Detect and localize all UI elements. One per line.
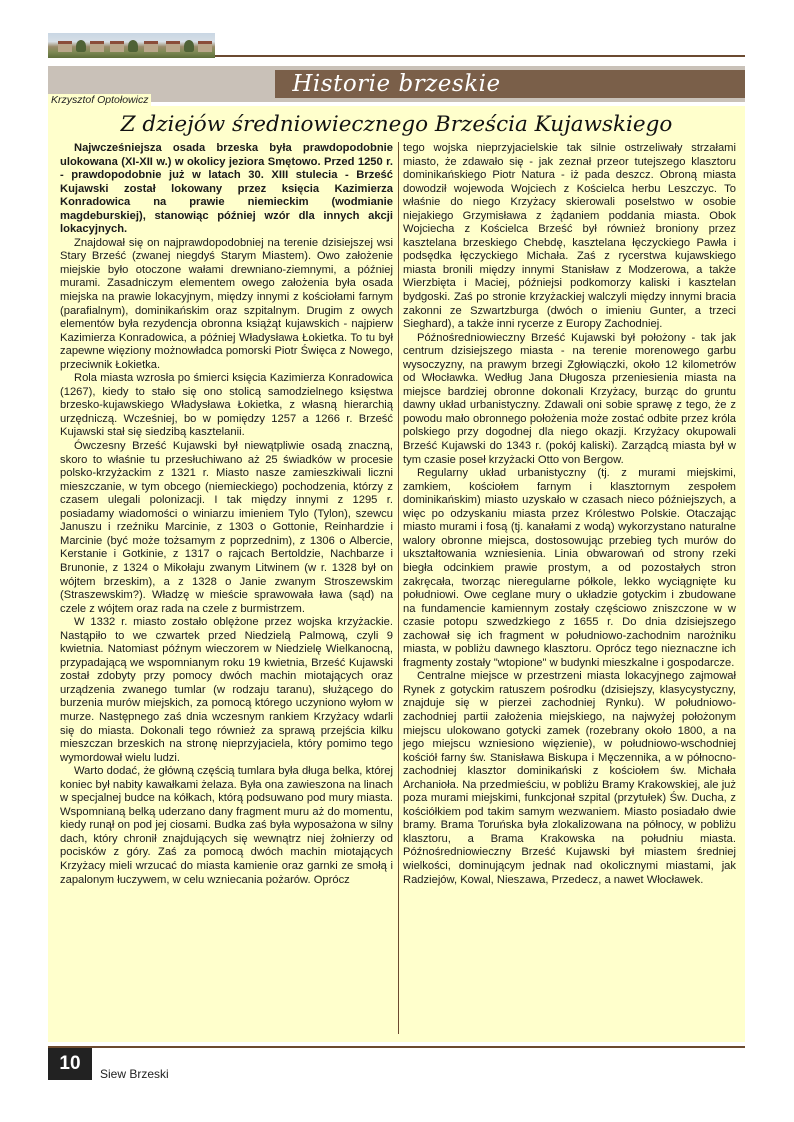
magazine-name: Siew Brzeski — [100, 1067, 169, 1081]
paragraph: Ówczesny Brześć Kujawski był niewątpliwie osadą znaczną, skoro to właśnie tu przesłuchiwano aż 25 świadków w procesie polsko-krzyżackim z 1321 r. Miasto nasze zamieszkiwali liczni mieszczanie, w tym obcego (niemieckiego) pochodzenia, którzy z czasem ulegali polonizacji. I tak między innymi z 1295 r. posiadamy wiadomości o winiarzu imieniem Tylo (Tylon), szewcu Januszu i rzeźniku Marcinie, z 1303 o Gottonie, Reinhardzie i Marcinie (być może tożsamym z poprzednim), z 1306 o Albercie, Kerstanie i Gotkinie, z 1317 o rajcach Bertoldzie, Nachbarze i Brunonie, z 1324 o Mikołaju zwanym Litwinem (w r. 1328 był on wójtem brzeskim), a z 1328 o Janie zwanym Stroszewskim (Straszewskim?). Władzę w mieście sprawowała ława (sąd) na czele z wójtem oraz rada na czele z burmistrzem. — [60, 440, 393, 615]
paragraph: tego wojska nieprzyjacielskie tak silnie ostrzeliwały strzałami miasto, że zdawało się - jak zeznał przeor tutejszego klasztoru dominikańskiego Piotr Natura - iż pada deszcz. Obroną miasta dowodził wojewoda Wojciech z Kościelca herbu Leszczyc. To właśnie do niego Krzyżacy skierowali poselstwo w osobie niejakiego Grzymisława z żądaniem poddania miasta. Obok Wojciecha z Kościelca Brześć był również broniony przez kasztelana brzeskiego Chebdę, kasztelana łęczyckiego Pawła i podsędka łęczyckiego Michała. Zaś z rycerstwa kujawskiego miasta bronili między innymi Stanisław z Modzerowa, a także Wierzbięta i Maciej, późniejsi podkomorzy kaliski i kasztelan bydgoski. Zaś po stronie krzyżackiej walczyli między innymi bracia zakonni ze Szwartzburga (dwóch o imieniu Gunter, a trzeci Sieghard), a także inni rycerze z Europy Zachodniej. — [403, 142, 736, 331]
header-photo — [48, 33, 215, 58]
paragraph: W 1332 r. miasto zostało oblężone przez wojska krzyżackie. Nastąpiło to we czwartek przed Niedzielą Palmową, czyli 9 kwietnia. Natomiast późnym wieczorem w Niedzielę Wielkanocną, przypadającą we wspomnianym roku 19 kwietnia, Brześć Kujawski został zdobyty przy pomocy dwóch machin miotających oraz urządzenia zwanego tumlar (w rodzaju taranu), służącego do burzenia murów miejskich, za pomocą którego uczyniono wyłom w murze. Następnego zaś dnia wczesnym rankiem Krzyżacy wdarli się do miasta. Dokonali tego również za sprawą przejścia kilku mieszczan brzeskich na stronę nieprzyjaciela, który pomimo tego wymordował wielu ludzi. — [60, 616, 393, 764]
paragraph: Centralne miejsce w przestrzeni miasta lokacyjnego zajmował Rynek z gotyckim ratuszem pośrodku (dzisiejszy, klasycystyczny, znajduje się w pierzei zachodniej Rynku). W południowo-zachodniej partii założenia miejskiego, na najwyżej położonym miejscu ulokowano gotycki zamek (rozebrany około 1800, a na jego miejscu wzniesiono więzienie), w południowo-wschodniej kościół farny św. Stanisława Biskupa i Męczennika, a w północno-zachodniej klasztor dominikański z kościołem św. Michała Archanioła. Na przedmieściu, w pobliżu Bramy Krakowskiej, ale już poza murami miejskimi, funkcjonał szpital (przytułek) Św. Ducha, z kościółkiem pod takim samym wezwaniem. Miasto posiadało dwie bramy. Brama Toruńska była zlokalizowana na północy, w pobliżu klasztoru, a Brama Krakowska na południu miasta. Późnośredniowieczny Brześć Kujawski był miastem średniej wielkości, dominującym jednak nad okolicznymi miastami, jak Radziejów, Kowal, Nieszawa, Przedecz, a nawet Włocławek. — [403, 670, 736, 886]
author-byline: Krzysztof Optołowicz — [48, 94, 151, 107]
lead-paragraph: Najwcześniejsza osada brzeska była prawdopodobnie ulokowana (XI-XII w.) w okolicy jeziora Smętowo. Przed 1250 r. - prawdopodobnie już w latach 30. XIII stulecia - Brześć Kujawski został lokowany przez księcia Kazimierza Konradowica na prawie niemieckim (wodmianie magdeburskiej), stanowiąc później wzór dla innych akcji lokacyjnych. — [60, 142, 393, 236]
paragraph: Rola miasta wzrosła po śmierci księcia Kazimierza Konradowica (1267), kiedy to stało się ono stolicą samodzielnego księstwa brzesko-kujawskiego Władysława Łokietka, z własną hierarchią urzędniczą. Wcześniej, bo w pomiędzy 1257 a 1266 r. Brześć Kujawski stał się siedzibą kasztelanii. — [60, 372, 393, 439]
top-rule — [215, 55, 745, 57]
paragraph: Znajdował się on najprawdopodobniej na terenie dzisiejszej wsi Stary Brześć (zwanej niegdyś Starym Miastem). Owo założenie miejskie było otoczone wałami drewniano-ziemnymi, a później murami. Zasadniczym elementem owego założenia była osada miejska na prawie lokacyjnym, między innymi z kościołami farnym (parafialnym), dominikańskim oraz szpitalnym. Drugim z owych elementów była rezydencja obronna książąt kujawskich - najpierw Kazimierza Konradowica, a później Władysława Łokietka. To tu był zapewne więziony możnowładca pomorski Piotr Święca z Nowego, przeciwnik Łokietka. — [60, 236, 393, 371]
section-banner — [48, 66, 745, 102]
paragraph: Warto dodać, że główną częścią tumlara była długa belka, której koniec był nabity kawałkami żelaza. Była ona zawieszona na linach w specjalnej budce na kółkach, którą podsuwano pod mury miasta. Wspomnianą belką uderzano dany fragment muru aż do momentu, kiedy runął on pod jej ciosami. Budka zaś była wyposażona w silny dach, który chronił znajdujących się wewnątrz niej żołnierzy od pocisków z góry. Zaś za pomocą dwóch machin miotających Krzyżacy mieli wrzucać do miasta kamienie oraz garnki ze smołą i zapalonym łuczywem, w celu wzniecania pożarów. Oprócz — [60, 765, 393, 886]
article-title: Z dziejów średniowiecznego Brześcia Kujawskiego — [120, 112, 673, 137]
page-number: 10 — [48, 1048, 92, 1080]
column-divider — [398, 142, 399, 1034]
paragraph: Późnośredniowieczny Brześć Kujawski był położony - tak jak centrum dzisiejszego miasta - na terenie morenowego garbu wysoczyzny, na prawym brzegi Zgłowiączki, około 12 kilometrów od Włocławka. Według Jana Długosza przeniesienia miasta na miejsce bardziej obronne dokonali Krzyżacy, burząc do gruntu dawny układ urbanistyczny. Zdawali oni sobie sprawę z tego, że z powodu mało obronnego położenia może zostać odbite przez króla polskiego przy dogodnej dla niego okazji. Krzyżacy okupowali Brześć Kujawski do 1343 r. (pokój kaliski). Zarządcą miasta był w tym czasie poseł krzyżacki Otto von Bergow. — [403, 331, 736, 466]
bottom-rule — [48, 1046, 745, 1048]
section-title: Historie brzeskie — [292, 71, 501, 97]
paragraph: Regularny układ urbanistyczny (tj. z murami miejskimi, zamkiem, kościołem farnym i klasztornym zespołem dominikańskim) miasto uzyskało w czasach nieco późniejszych, a więc po odzyskaniu miasta przez Królestwo Polskie. Otaczając miasto murami i fosą (tj. kanałami z wodą) wykorzystano naturalne walory obronne miejsca, dostosowując przebieg tych murów do ukształtowania wzniesienia. Linia obwarowań od strony rzeki biegła odcinkiem prawie prostym, a od pozostałych stron zakręcała, tworząc nieregularne półkole, lekko wyciągnięte ku południowi. Owe ceglane mury o układzie gotyckim i zbudowane na fundamencie kamiennym zostały częściowo zniszczone w w czasie potopu szwedzkiego z 1655 r. Do dnia dzisiejszego zachował się ich fragment w południowo-zachodnim narożniku miasta, w pobliżu dawnego klasztoru. Oprócz tego nieznaczne ich fragmenty zostały "wtopione" w budynki mieszkalne i gospodarcze. — [403, 467, 736, 669]
right-column — [403, 142, 736, 887]
left-column — [60, 142, 393, 887]
